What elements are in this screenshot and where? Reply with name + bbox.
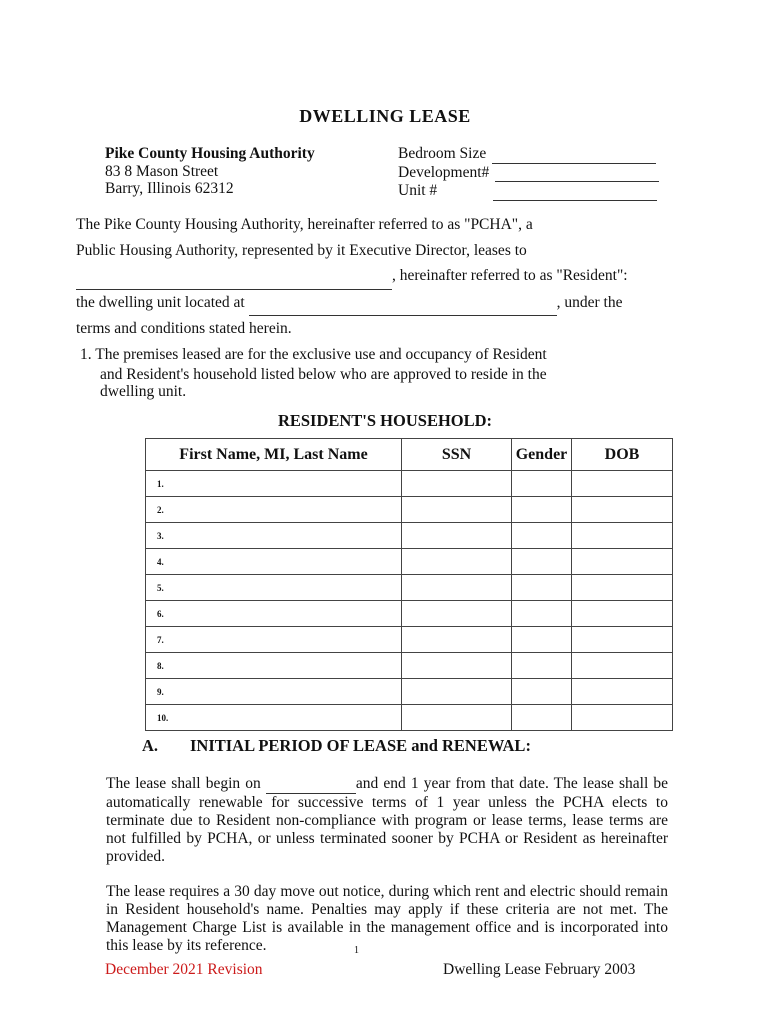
section-letter: A.	[142, 736, 159, 755]
table-row	[146, 627, 673, 653]
row-number[interactable]: 3.	[146, 523, 402, 549]
column-header-ssn: SSN	[402, 439, 512, 471]
table-row	[146, 575, 673, 601]
ssn-cell[interactable]	[402, 497, 512, 523]
column-header-gender: Gender	[512, 439, 572, 471]
table-row	[146, 523, 673, 549]
clause-line: 1. The premises leased are for the exclusive use and occupancy of Resident	[80, 346, 547, 363]
household-table	[145, 438, 673, 731]
gender-cell[interactable]	[512, 601, 572, 627]
ssn-cell[interactable]	[402, 627, 512, 653]
clause-1	[80, 345, 547, 399]
revision-note: December 2021 Revision	[105, 961, 263, 978]
intro-line: the dwelling unit located at	[76, 293, 245, 311]
table-row	[146, 471, 673, 497]
dob-cell[interactable]	[572, 523, 673, 549]
development-field[interactable]	[495, 164, 659, 183]
household-rows	[146, 471, 673, 731]
unit-info-block	[398, 145, 659, 201]
row-number[interactable]: 4.	[146, 549, 402, 575]
intro-line: , hereinafter referred to as "Resident":	[392, 267, 628, 284]
table-row	[146, 679, 673, 705]
original-date-note: Dwelling Lease February 2003	[443, 961, 636, 978]
dob-cell[interactable]	[572, 497, 673, 523]
row-number[interactable]: 5.	[146, 575, 402, 601]
gender-cell[interactable]	[512, 523, 572, 549]
authority-name: Pike County Housing Authority	[105, 145, 315, 162]
row-number[interactable]: 8.	[146, 653, 402, 679]
ssn-cell[interactable]	[402, 575, 512, 601]
unit-number-field[interactable]	[493, 182, 657, 201]
ssn-cell[interactable]	[402, 471, 512, 497]
dob-cell[interactable]	[572, 601, 673, 627]
section-title: INITIAL PERIOD OF LEASE and RENEWAL:	[190, 736, 531, 755]
table-row	[146, 653, 673, 679]
gender-cell[interactable]	[512, 497, 572, 523]
unit-label: Unit #	[398, 182, 438, 199]
intro-line: The Pike County Housing Authority, hereinafter referred to as "PCHA", a	[76, 216, 533, 233]
row-number[interactable]: 1.	[146, 471, 402, 497]
row-number[interactable]: 6.	[146, 601, 402, 627]
gender-cell[interactable]	[512, 471, 572, 497]
row-number[interactable]: 9.	[146, 679, 402, 705]
clause-line: dwelling unit.	[100, 383, 187, 400]
household-title: RESIDENT'S HOUSEHOLD:	[277, 411, 493, 430]
row-number[interactable]: 2.	[146, 497, 402, 523]
bedroom-size-field[interactable]	[492, 145, 656, 164]
section-a-paragraph-1	[106, 775, 668, 866]
development-label: Development#	[398, 163, 490, 181]
table-row	[146, 497, 673, 523]
dob-cell[interactable]	[572, 471, 673, 497]
column-header-dob: DOB	[572, 439, 673, 471]
intro-line: , under the	[556, 293, 623, 311]
section-a-paragraph-2: The lease requires a 30 day move out notice, during which rent and electric should remain in Resident household's name. Penalties may apply if these criteria are not met. The Management Charge List is available in the management office and is incorporated into this lease by its reference.	[106, 883, 668, 954]
column-header-name: First Name, MI, Last Name	[146, 439, 402, 471]
authority-city: Barry, Illinois 62312	[105, 180, 234, 197]
lease-start-text: The lease shall begin on	[106, 775, 261, 792]
row-number[interactable]: 10.	[146, 705, 402, 731]
resident-name-field[interactable]	[76, 263, 392, 290]
ssn-cell[interactable]	[402, 679, 512, 705]
dob-cell[interactable]	[572, 679, 673, 705]
dob-cell[interactable]	[572, 653, 673, 679]
gender-cell[interactable]	[512, 627, 572, 653]
authority-street: 83 8 Mason Street	[105, 162, 219, 180]
intro-line: terms and conditions stated herein.	[76, 320, 292, 337]
lease-term-text: and end 1 year from that date. The lease shall be automatically renewable for successive terms of 1 year unless the PCHA elects to terminate due to Resident non-compliance with program or lease terms, lease terms are not fulfilled by PCHA, or unless terminated sooner by PCHA or Resident as hereinafter provided.	[106, 775, 668, 865]
dob-cell[interactable]	[572, 705, 673, 731]
intro-line: Public Housing Authority, represented by it Executive Director, leases to	[76, 241, 527, 259]
gender-cell[interactable]	[512, 575, 572, 601]
lease-start-date-field[interactable]	[266, 775, 356, 794]
dob-cell[interactable]	[572, 549, 673, 575]
ssn-cell[interactable]	[402, 601, 512, 627]
ssn-cell[interactable]	[402, 549, 512, 575]
table-row	[146, 705, 673, 731]
page-number: 1	[354, 945, 359, 956]
table-row	[146, 549, 673, 575]
document-title: DWELLING LEASE	[299, 106, 471, 126]
gender-cell[interactable]	[512, 653, 572, 679]
dob-cell[interactable]	[572, 575, 673, 601]
intro-paragraph	[76, 212, 628, 342]
ssn-cell[interactable]	[402, 705, 512, 731]
section-a-heading	[142, 736, 531, 756]
gender-cell[interactable]	[512, 549, 572, 575]
unit-address-field[interactable]	[249, 290, 557, 317]
household-header-row	[146, 439, 673, 471]
table-row	[146, 601, 673, 627]
ssn-cell[interactable]	[402, 653, 512, 679]
ssn-cell[interactable]	[402, 523, 512, 549]
gender-cell[interactable]	[512, 679, 572, 705]
gender-cell[interactable]	[512, 705, 572, 731]
dob-cell[interactable]	[572, 627, 673, 653]
authority-address-block	[105, 145, 315, 198]
bedroom-size-label: Bedroom Size	[398, 145, 487, 162]
clause-line: and Resident's household listed below who are approved to reside in the	[100, 366, 547, 383]
row-number[interactable]: 7.	[146, 627, 402, 653]
